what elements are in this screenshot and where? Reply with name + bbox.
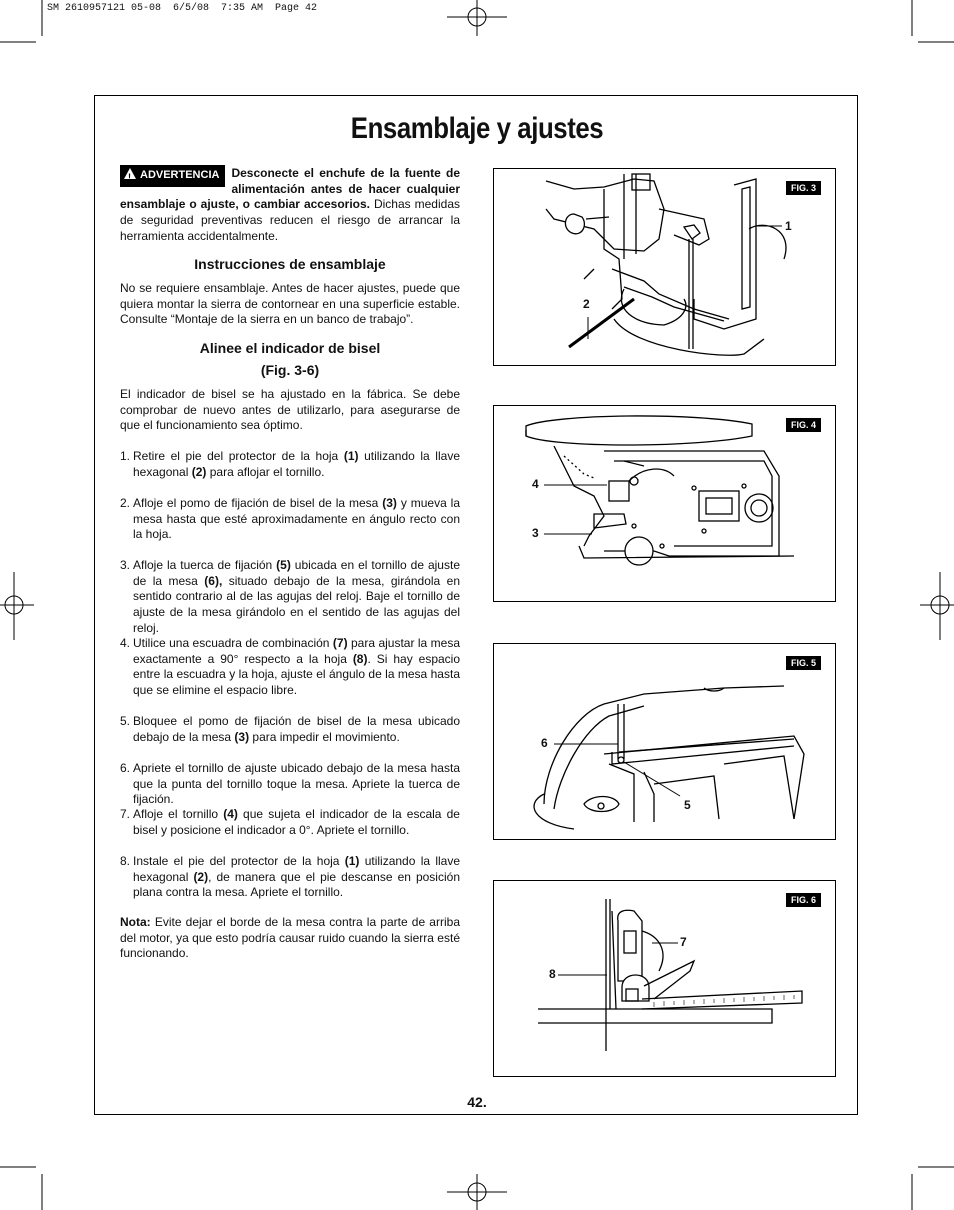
step-text-part: Utilice una escuadra de combinación xyxy=(133,636,333,650)
step-text-part: Instale el pie del protector de la hoja xyxy=(133,854,345,868)
step-text-part: situado debajo de la mesa, girándola en sentido contrario al de las agujas del reloj. Baje el tornillo de ajuste de la mesa girándolo en el sentido de las agujas del reloj. xyxy=(133,573,460,635)
step-text-part: Retire el pie del protector de la hoja xyxy=(133,449,344,463)
step-item xyxy=(120,761,460,808)
step-ref: (4) xyxy=(223,807,238,821)
step-text-part: Afloje el tornillo xyxy=(133,807,224,821)
step-text xyxy=(133,449,460,480)
step-text-part: utilizando la llave hexagonal xyxy=(133,449,460,479)
step-ref: (6), xyxy=(204,573,223,588)
step-text-part: , de manera que el pie descanse en posición plana contra la mesa. Apriete el tornillo. xyxy=(133,869,460,900)
callout-4: 4 xyxy=(532,477,539,491)
step-ref: (3) xyxy=(382,496,397,510)
step-number: 5. xyxy=(120,714,131,728)
figure-5-label: FIG. 5 xyxy=(786,656,821,670)
step-ref: (2) xyxy=(193,869,209,884)
figure-6-drawing xyxy=(494,881,836,1077)
step-text-part: Apriete el tornillo de ajuste ubicado debajo de la mesa hasta que la punta del tornillo toque la mesa. Apriete la tuerca de fijación. xyxy=(133,761,460,807)
step-text-part: que sujeta el indicador de la escala de bisel y posicione el indicador a 0°. Apriete el tornillo. xyxy=(133,807,460,837)
callout-6: 6 xyxy=(541,736,548,750)
step-text xyxy=(133,714,460,745)
step-ref: (7) xyxy=(332,636,348,650)
step-text-part: para ajustar la mesa exactamente a 90° respecto a la hoja xyxy=(133,636,460,666)
step-item xyxy=(120,636,460,699)
step-ref: (8) xyxy=(352,651,368,666)
page-number: 42. xyxy=(467,1094,487,1110)
step-number: 3. xyxy=(120,558,131,572)
step-item xyxy=(120,449,460,480)
step-item xyxy=(120,714,460,745)
step-text-part: . Si hay espacio entre la escuadra y la hoja, ajuste el ángulo de la mesa hasta que se elimine el espacio libre. xyxy=(133,651,461,698)
bevel-intro: El indicador de bisel se ha ajustado en la fábrica. Se debe comprobar de nuevo antes de utilizarlo, para asegurarse de que el funcionamiento sea óptimo. xyxy=(120,387,460,433)
figure-3-drawing xyxy=(494,169,836,366)
step-ref: (3) xyxy=(234,729,250,744)
note-block xyxy=(120,915,460,962)
step-number: 7. xyxy=(120,807,131,821)
step-text-part: ubicada en el tornillo de ajuste de la mesa xyxy=(133,558,460,588)
bevel-heading: Alinee el indicador de bisel xyxy=(199,340,381,356)
figure-4 xyxy=(493,405,836,602)
step-item xyxy=(120,854,460,901)
warning-triangle-icon: ! xyxy=(124,168,136,179)
figure-3-label: FIG. 3 xyxy=(786,181,821,195)
callout-5: 5 xyxy=(684,798,691,812)
warning-badge xyxy=(120,165,225,187)
step-number: 8. xyxy=(120,854,131,868)
callout-2: 2 xyxy=(583,297,590,311)
warning-badge-label: ADVERTENCIA xyxy=(140,169,220,181)
step-ref: (1) xyxy=(344,854,360,868)
step-ref: (1) xyxy=(343,449,359,463)
step-text-part: para impedir el movimiento. xyxy=(249,729,400,744)
print-slug: SM 2610957121 05-08 6/5/08 7:35 AM Page 42 xyxy=(47,3,318,14)
step-item xyxy=(120,807,460,838)
callout-3: 3 xyxy=(532,526,539,540)
assembly-body: No se requiere ensamblaje. Antes de hacer ajustes, puede que quiera montar la sierra de contornear en una superficie estable. Consulte “Montaje de la sierra en un banco de trabajo”. xyxy=(120,281,460,327)
callout-8: 8 xyxy=(549,967,556,981)
step-number: 2. xyxy=(120,496,131,510)
step-text xyxy=(133,496,460,543)
step-item xyxy=(120,558,460,637)
warning-block xyxy=(120,166,460,245)
callout-1: 1 xyxy=(785,219,792,233)
step-number: 4. xyxy=(120,636,131,650)
page-title: Ensamblaje y ajustes xyxy=(350,112,604,145)
step-text-part: Bloquee el pomo de fijación de bisel de la mesa ubicado debajo de la mesa xyxy=(133,714,460,744)
warning-bold-text: Desconecte el enchufe de la fuente de alimentación antes de hacer cualquier ensamblaje o ajuste, o cambiar accesorios. xyxy=(120,166,460,212)
warning-text: Dichas medidas de seguridad preventivas reducen el riesgo de arrancar la herramienta accidentalmente. xyxy=(120,197,460,243)
step-ref: (2) xyxy=(191,464,207,479)
figure-4-label: FIG. 4 xyxy=(786,418,821,432)
figure-4-drawing xyxy=(494,406,836,602)
step-text-part: Afloje el pomo de fijación de bisel de la mesa xyxy=(133,496,383,510)
step-text xyxy=(133,636,460,699)
bevel-heading-figref: (Fig. 3-6) xyxy=(260,362,320,378)
note-label: Nota: xyxy=(120,915,151,929)
step-text xyxy=(133,854,460,901)
callout-7: 7 xyxy=(680,935,687,949)
figure-6 xyxy=(493,880,836,1077)
assembly-heading: Instrucciones de ensamblaje xyxy=(194,256,386,272)
step-text xyxy=(133,761,460,808)
step-number: 1. xyxy=(120,449,131,463)
step-text-part: para aflojar el tornillo. xyxy=(206,464,325,479)
note-text: Evite dejar el borde de la mesa contra la parte de arriba del motor, ya que esto podría causar ruido cuando la sierra esté funcionando. xyxy=(120,915,460,961)
figure-3 xyxy=(493,168,836,366)
figure-5 xyxy=(493,643,836,840)
step-number: 6. xyxy=(120,761,131,775)
step-text-part: Afloje la tuerca de fijación xyxy=(133,558,277,572)
step-text-part: y mueva la mesa hasta que esté aproximadamente en ángulo recto con la hoja. xyxy=(133,496,460,542)
figure-6-label: FIG. 6 xyxy=(786,893,821,907)
step-text xyxy=(133,807,460,838)
step-item xyxy=(120,496,460,543)
step-text-part: utilizando la llave hexagonal xyxy=(133,854,460,884)
step-text xyxy=(133,558,460,637)
step-ref: (5) xyxy=(276,558,291,572)
